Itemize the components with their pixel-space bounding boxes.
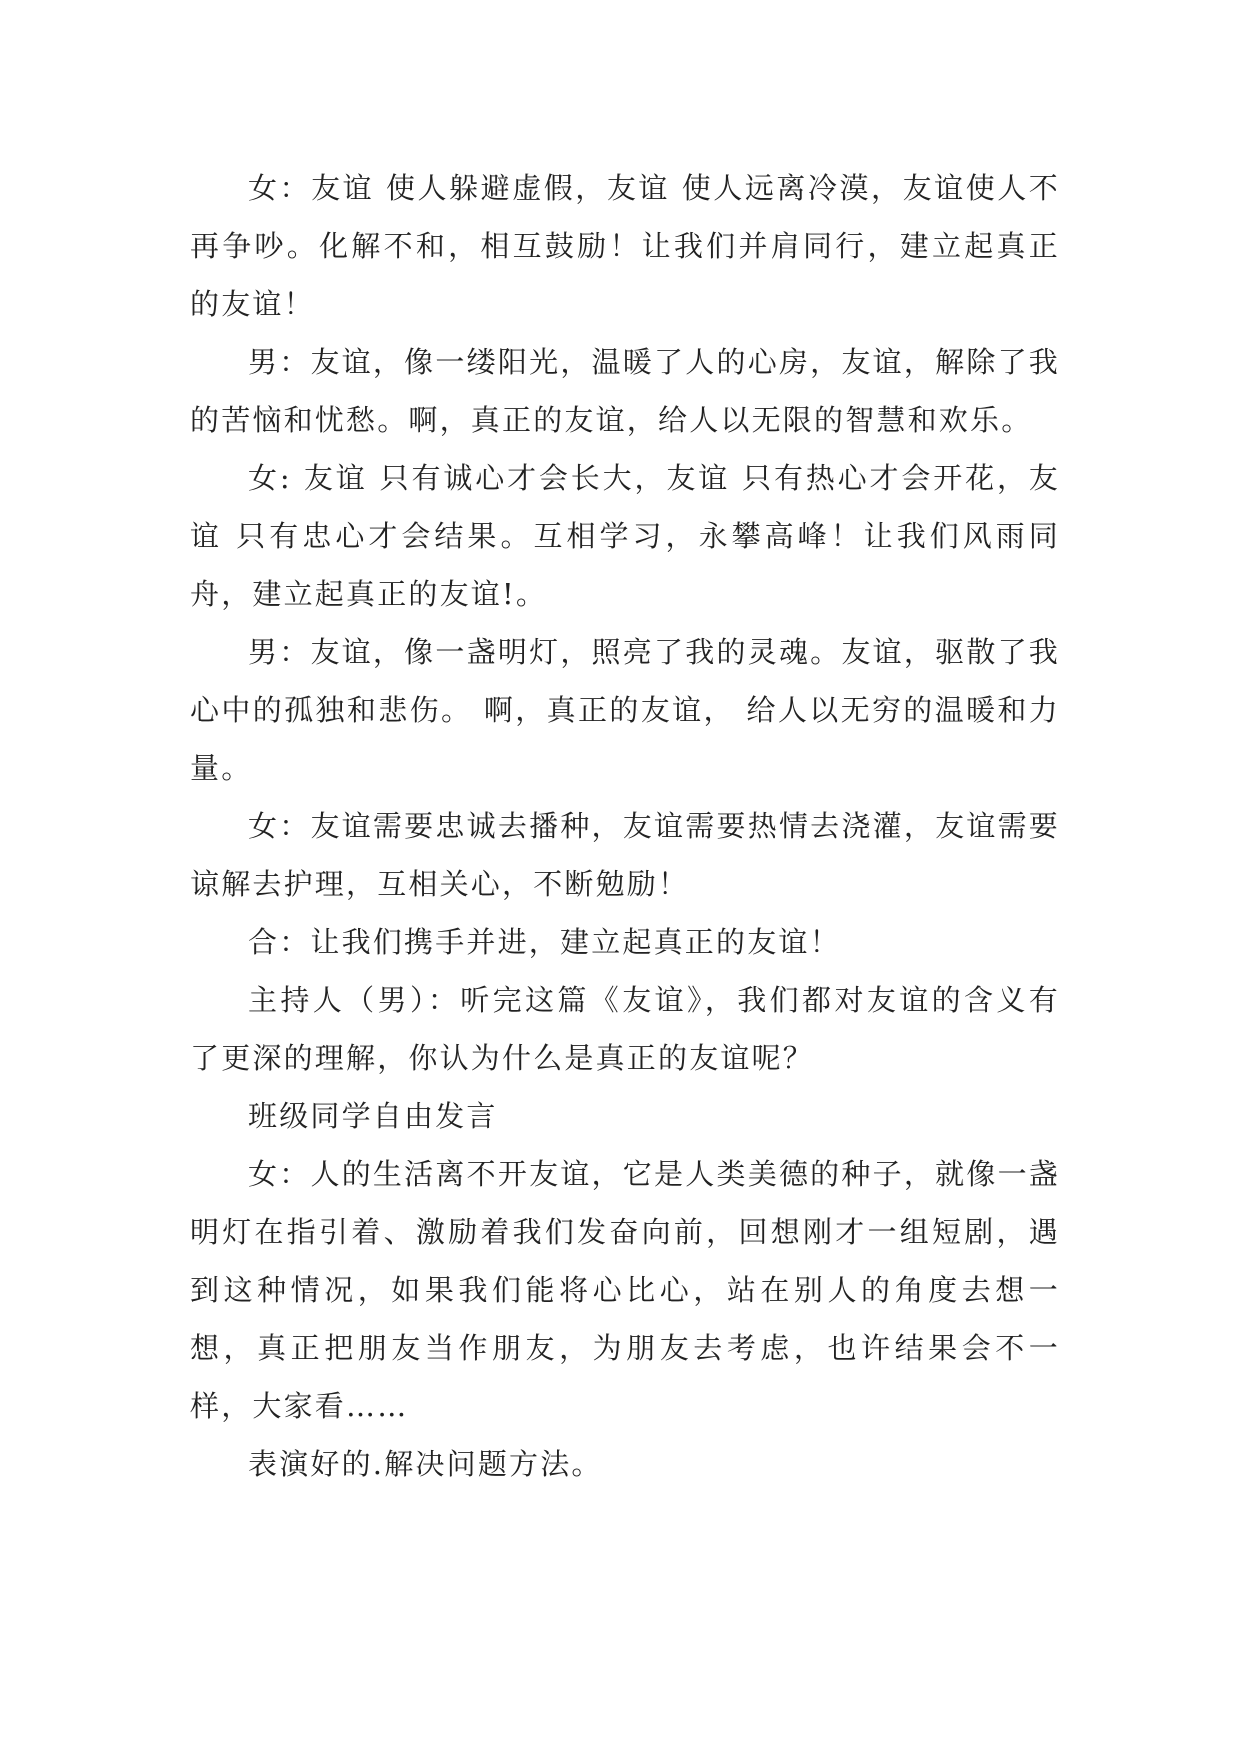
paragraph-class-discussion: 班级同学自由发言 <box>248 1099 498 1133</box>
document-body <box>190 159 1060 1493</box>
paragraph-male-1: 男：友谊，像一缕阳光，温暖了人的心房，友谊，解除了我的苦恼和忧愁。啊，真正的友谊，给人以无限的智慧和欢乐。 <box>190 345 1060 437</box>
paragraph-female-1: 女：友谊 使人躲避虚假，友谊 使人远离冷漠，友谊使人不再争吵。化解不和，相互鼓励！让我们并肩同行，建立起真正的友谊！ <box>190 171 1060 321</box>
paragraph-male-2: 男：友谊，像一盏明灯，照亮了我的灵魂。友谊，驱散了我心中的孤独和悲伤。 啊，真正的友谊， 给人以无穷的温暖和力量。 <box>190 635 1060 785</box>
paragraph-female-3: 女：友谊需要忠诚去播种，友谊需要热情去浇灌，友谊需要谅解去护理，互相关心，不断勉励！ <box>190 809 1060 901</box>
paragraph-female-2: 女: 友谊 只有诚心才会长大，友谊 只有热心才会开花，友谊 只有忠心才会结果。互相学习，永攀高峰！让我们风雨同舟，建立起真正的友谊!。 <box>190 461 1060 611</box>
paragraph-together: 合：让我们携手并进，建立起真正的友谊！ <box>248 925 841 959</box>
paragraph-female-4: 女：人的生活离不开友谊，它是人类美德的种子，就像一盏明灯在指引着、激励着我们发奋向前，回想刚才一组短剧，遇到这种情况，如果我们能将心比心，站在别人的角度去想一想，真正把朋友当作朋友，为朋友去考虑，也许结果会不一样，大家看…… <box>190 1157 1060 1423</box>
paragraph-host-male: 主持人（男）：听完这篇《友谊》，我们都对友谊的含义有了更深的理解，你认为什么是真正的友谊呢？ <box>190 983 1060 1075</box>
paragraph-performance: 表演好的.解决问题方法。 <box>248 1447 603 1481</box>
